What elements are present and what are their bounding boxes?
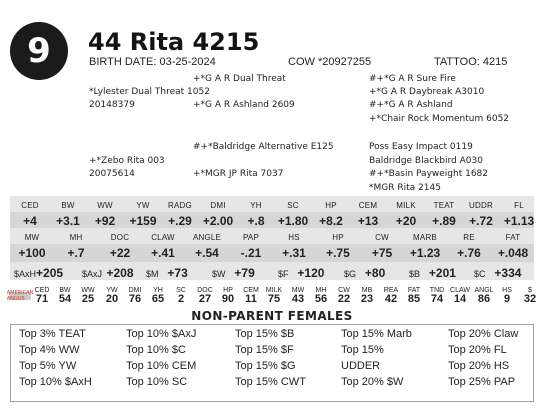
- index-w: [212, 264, 255, 282]
- percentile-label: DOC: [197, 287, 213, 294]
- percentile-value: 71: [35, 293, 49, 305]
- index-name: $B: [409, 269, 421, 279]
- percentile-value: 54: [58, 293, 72, 305]
- np-item: Top 20% FL: [448, 344, 507, 356]
- pedigree-ss-sire: #+*G A R Sure Fire: [369, 74, 456, 84]
- percentile-value: 25: [81, 293, 95, 305]
- np-item: Top 15% $G: [235, 360, 296, 372]
- np-item: Top 10% $AxH: [19, 376, 92, 388]
- percentile-value: 56: [314, 293, 328, 305]
- percentile-header-row: [0, 281, 544, 294]
- index-value: +79: [234, 266, 255, 280]
- np-item: Top 5% YW: [19, 360, 77, 372]
- percentile-label: REA: [383, 287, 399, 294]
- index-name: $F: [278, 269, 289, 279]
- epd-value: +.048: [497, 246, 529, 260]
- pedigree-ds-dam: Baldridge Blackbird A030: [369, 156, 483, 166]
- birth-date: BIRTH DATE: 03-25-2024: [89, 56, 216, 68]
- epd-label: TEAT: [433, 201, 455, 210]
- index-value: +208: [106, 266, 134, 280]
- percentile-value: 75: [267, 293, 281, 305]
- epd-label: RE: [463, 233, 475, 242]
- pedigree-sd-sire: #+*G A R Ashland: [369, 100, 453, 110]
- index-value: +201: [428, 266, 456, 280]
- percentile-value: 90: [221, 293, 235, 305]
- epd-label: FAT: [505, 233, 521, 242]
- percentile-label: HP: [223, 287, 233, 294]
- epd-label: DOC: [110, 233, 130, 242]
- lot-number-badge: [10, 22, 68, 80]
- index-name: $AxH: [14, 269, 37, 279]
- index-value: +80: [364, 266, 386, 280]
- percentile-value: 86: [477, 293, 491, 305]
- epd-label: YH: [250, 201, 262, 210]
- percentile-value: 74: [430, 293, 444, 305]
- percentile-value: 76: [128, 293, 142, 305]
- pedigree-dd-dam: *MGR Rita 2145: [369, 183, 441, 193]
- epd-label: MH: [69, 233, 83, 242]
- index-m: [146, 264, 188, 282]
- pedigree-sd-dam: +*Chair Rock Momentum 6052: [369, 114, 510, 124]
- index-value: +205: [36, 266, 64, 280]
- percentile-label: ANGL: [474, 287, 494, 294]
- epd-label: BW: [61, 201, 75, 210]
- percentile-value-row: [0, 293, 544, 307]
- epd-value: +22: [109, 246, 131, 260]
- epd-value: +.54: [195, 246, 219, 260]
- percentile-label: MILK: [265, 287, 283, 294]
- animal-name: 44 Rita 4215: [88, 28, 260, 56]
- epd-label: CEM: [358, 201, 378, 210]
- epd-value: +92: [94, 214, 116, 228]
- index-value: +73: [167, 266, 188, 280]
- percentile-label: DMI: [128, 287, 142, 294]
- epd-label: CW: [375, 233, 389, 242]
- percentile-value: 27: [198, 293, 212, 305]
- epd-value: +3.1: [56, 214, 80, 228]
- percentile-value: 14: [453, 293, 467, 305]
- index-c: [474, 264, 521, 282]
- epd-value: +.31: [282, 246, 306, 260]
- np-item: Top 15%: [341, 344, 384, 356]
- percentile-label: MH: [315, 287, 327, 294]
- epd-label: WW: [97, 201, 113, 210]
- epd-label: MARB: [413, 233, 437, 242]
- index-name: $G: [344, 269, 357, 279]
- epd-value: +.75: [326, 246, 350, 260]
- epd-label: ANGLE: [192, 233, 222, 242]
- pedigree-sire-reg: 20148379: [89, 100, 135, 110]
- epd-label: MW: [24, 233, 40, 242]
- np-item: Top 10% $AxJ: [126, 328, 197, 340]
- epd-value: +.89: [432, 214, 456, 228]
- epd-value: +1.80: [277, 214, 309, 228]
- pedigree-dam-sire: #+*Baldridge Alternative E125: [193, 142, 334, 152]
- percentile-value: 65: [151, 293, 165, 305]
- epd-label: CLAW: [151, 233, 175, 242]
- index-g: [344, 264, 385, 282]
- index-value: +120: [297, 266, 325, 280]
- epd-value: +159: [129, 214, 157, 228]
- index-axh: [14, 264, 63, 282]
- percentile-value: 32: [523, 293, 537, 305]
- epd-label: FL: [514, 201, 524, 210]
- pedigree-sire-dam: +*G A R Ashland 2609: [193, 100, 295, 110]
- epd-value: +13: [357, 214, 379, 228]
- index-b: [409, 264, 456, 282]
- epd-value: +8.2: [319, 214, 343, 228]
- percentile-label: $: [528, 287, 532, 294]
- epd-value: +.76: [457, 246, 481, 260]
- percentile-label: YH: [153, 287, 163, 294]
- np-item: Top 10% SC: [126, 376, 188, 388]
- pedigree-ds-sire: Poss Easy Impact 0119: [369, 142, 473, 152]
- epd-label: DMI: [210, 201, 226, 210]
- epd-value: +1.13: [503, 214, 535, 228]
- epd-label: HP: [332, 233, 344, 242]
- percentile-value: 20: [105, 293, 119, 305]
- np-item: Top 10% $C: [126, 344, 186, 356]
- pedigree-sire-sire: +*G A R Dual Threat: [193, 74, 286, 84]
- epd-label: RADG: [168, 201, 192, 210]
- percentile-value: 11: [245, 293, 257, 305]
- epd-value: +1.23: [409, 246, 441, 260]
- percentile-value: 22: [337, 293, 351, 305]
- epd-value: +.72: [469, 214, 493, 228]
- epd-value: +75: [371, 246, 393, 260]
- pedigree-sire: *Lylester Dual Threat 1052: [89, 87, 210, 97]
- percentile-label: WW: [81, 287, 95, 294]
- percentile-label: YW: [106, 287, 118, 294]
- logo-text: AMERICAN ANGUS: [6, 290, 34, 302]
- lot-number: 9: [27, 31, 51, 71]
- tattoo: TATTOO: 4215: [434, 56, 508, 68]
- percentile-value: 43: [291, 293, 305, 305]
- epd-label: HP: [325, 201, 337, 210]
- percentile-value: 9: [503, 293, 511, 305]
- epd-value: +2.00: [202, 214, 234, 228]
- epd-value: +.7: [67, 246, 85, 260]
- epd-value: +.29: [168, 214, 192, 228]
- epd-value: -.21: [240, 246, 262, 260]
- index-axj: [82, 264, 134, 282]
- epd-label: CED: [21, 201, 39, 210]
- percentile-label: CW: [338, 287, 350, 294]
- pedigree-dd-sire: #+*Basin Payweight 1682: [369, 169, 488, 179]
- index-name: $C: [474, 269, 486, 279]
- epd-label: SC: [287, 201, 299, 210]
- percentile-label: CLAW: [450, 287, 470, 294]
- epd-label: PAP: [242, 233, 260, 242]
- cow-registration: COW *20927255: [288, 56, 372, 68]
- percentile-label: MB: [361, 287, 373, 294]
- epd-label: UDDR: [469, 201, 493, 210]
- epd-row2-values: [10, 244, 534, 262]
- np-item: Top 20% $W: [341, 376, 404, 388]
- epd-value: +.41: [151, 246, 175, 260]
- np-item: Top 10% CEM: [126, 360, 197, 372]
- non-parent-title: NON-PARENT FEMALES: [191, 309, 353, 323]
- epd-value: +.8: [247, 214, 265, 228]
- percentile-label: TND: [429, 287, 445, 294]
- np-item: Top 15% $F: [235, 344, 294, 356]
- index-f: [278, 264, 324, 282]
- index-name: $W: [212, 269, 226, 279]
- np-item: Top 25% PAP: [448, 376, 516, 388]
- pedigree-dam-reg: 20075614: [89, 169, 135, 179]
- index-row: [10, 262, 534, 280]
- epd-value: +4: [23, 214, 37, 228]
- percentile-label: SC: [176, 287, 186, 294]
- np-item: Top 20% HS: [448, 360, 510, 372]
- epd-label: YW: [136, 201, 150, 210]
- pedigree-dam-dam: +*MGR JP Rita 7037: [193, 169, 284, 179]
- percentile-label: FAT: [407, 287, 421, 294]
- percentile-value: 23: [360, 293, 374, 305]
- np-item: UDDER: [341, 360, 381, 372]
- percentile-label: MW: [291, 287, 305, 294]
- percentile-value: 42: [384, 293, 398, 305]
- percentile-label: BW: [59, 287, 71, 294]
- pedigree-ss-dam: +*G A R Daybreak A3010: [369, 87, 485, 97]
- np-item: Top 15% CWT: [235, 376, 306, 388]
- np-item: Top 15% $B: [235, 328, 295, 340]
- np-item: Top 15% Marb: [341, 328, 412, 340]
- index-name: $AxJ: [82, 269, 103, 279]
- np-item: Top 3% TEAT: [19, 328, 86, 340]
- np-item: Top 20% Claw: [448, 328, 519, 340]
- index-name: $M: [146, 269, 159, 279]
- percentile-value: 85: [407, 293, 421, 305]
- epd-label: HS: [288, 233, 300, 242]
- percentile-label: CED: [34, 287, 50, 294]
- percentile-label: CEM: [243, 287, 259, 294]
- percentile-label: HS: [502, 287, 512, 294]
- epd-value: +100: [18, 246, 46, 260]
- index-value: +334: [494, 266, 522, 280]
- epd-value: +20: [395, 214, 417, 228]
- non-parent-box: [10, 324, 534, 402]
- percentile-value: 2: [177, 293, 185, 305]
- pedigree-dam: +*Zebo Rita 003: [89, 156, 165, 166]
- np-item: Top 4% WW: [19, 344, 80, 356]
- epd-label: MILK: [396, 201, 416, 210]
